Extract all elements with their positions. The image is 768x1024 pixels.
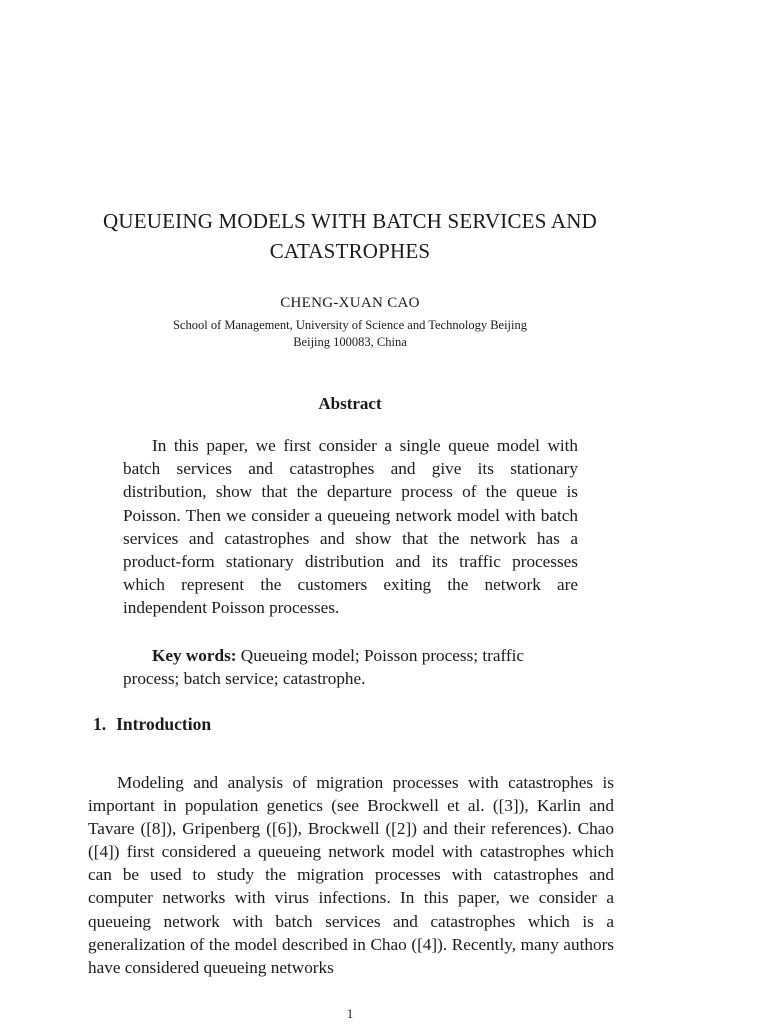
introduction-text: Modeling and analysis of migration processes with catastrophes is important in population genetics (see Brockwell et al. ([3]), Karlin and Tavare ([8]), Gripenberg ([6]), Brockwell ([2]) and their references). Chao ([4]) first considered a queueing network model with catastrophes which can be used to study the migration processes with catastrophes and computer networks with virus infections. In this paper, we consider a queueing network with batch services and catastrophes which is a generalization of the model described in Chao ([4]). Recently, many authors have considered queueing networks (88, 773, 614, 977)
title-line-1: QUEUEING MODELS WITH BATCH SERVICES AND (103, 209, 597, 233)
paper-title (60, 206, 640, 266)
author-name: CHENG-XUAN CAO (280, 295, 420, 311)
keywords-label: Key words: (152, 646, 237, 665)
abstract-text: In this paper, we first consider a single queue model with batch services and catastrophes and give its stationary distribution, show that the departure process of the queue is Poisson. Then we consider a queueing network model with batch services and catastrophes and show that the network has a product-form stationary distribution and its traffic processes which represent the customers exiting the network are independent Poisson processes. (123, 436, 578, 618)
title-line-2: CATASTROPHES (269, 239, 431, 263)
abstract-heading: Abstract (318, 394, 382, 413)
page-number: 1 (346, 1006, 354, 1021)
affiliation-line-1: School of Management, University of Science and Technology Beijing (172, 318, 528, 332)
affiliation-line-2: Beijing 100083, China (293, 335, 407, 349)
keywords (123, 644, 578, 690)
section-number: 1. (93, 714, 107, 734)
section-heading-introduction (93, 714, 211, 735)
section-title: Introduction (116, 714, 212, 734)
keywords-text: Queueing model; Poisson process; traffic process; batch service; catastrophe. (123, 646, 525, 689)
